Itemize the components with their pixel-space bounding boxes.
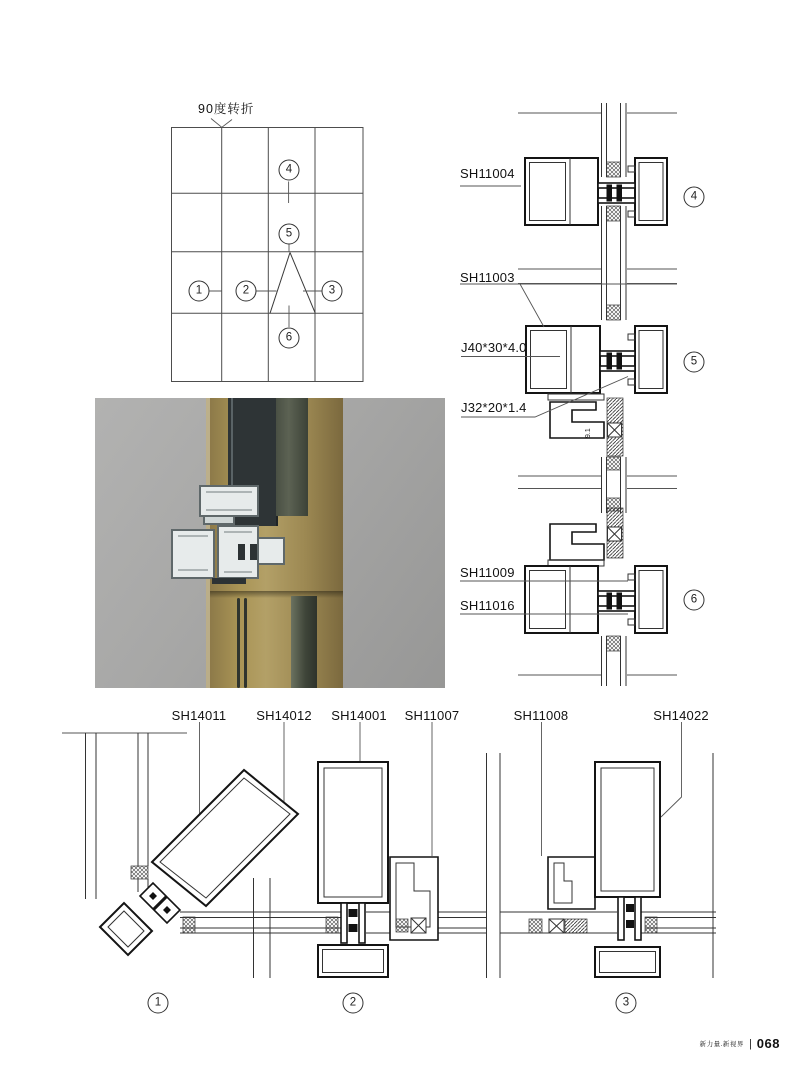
footer-page-number: 068 [756,1036,780,1051]
section-callout-3: 3 [616,993,637,1014]
label-sh11004: SH11004 [460,166,515,181]
glass-lines [602,103,627,686]
label-sh14001: SH14001 [331,708,387,723]
label-j32-20-14: J32*20*1.4 [461,400,527,415]
plan-callout-4: 4 [279,160,300,181]
label-sh14011: SH14011 [171,708,227,723]
bottom-horizontal-section [62,722,716,978]
gasket-cable [244,598,247,688]
label-sh11008: SH11008 [513,708,569,723]
render-photo [95,398,445,688]
section-callout-1: 1 [148,993,169,1014]
page-footer [0,1036,780,1051]
label-sh11007: SH11007 [404,708,460,723]
plan-callout-2: 2 [236,281,257,302]
gasket-cable [237,598,240,688]
label-sh11016: SH11016 [460,598,515,613]
section-callout-2: 2 [343,993,364,1014]
plan-callout-6: 6 [279,328,300,349]
plan-callout-1: 1 [189,281,210,302]
dim-note: 9.1 [585,428,592,438]
section-detail-5 [526,326,667,456]
aluminium-cutaway-profiles [168,482,298,607]
label-sh11003: SH11003 [460,270,515,285]
plan-title: 90度转折 [198,102,255,116]
mullion-assembly-detail-3 [529,762,660,977]
section-detail-4 [525,158,667,225]
section-callout-6: 6 [684,590,705,611]
label-sh14022: SH14022 [653,708,709,723]
plan-callout-3: 3 [322,281,343,302]
label-j40-30-40: J40*30*4.0 [461,340,527,355]
plan-callout-5: 5 [279,224,300,245]
corner-triangle [270,253,315,314]
title-leader-arrow [211,119,232,128]
label-sh11009: SH11009 [460,565,515,580]
mullion-assembly-detail-2 [318,762,438,977]
section-callout-5: 5 [684,352,705,373]
lower-glass-channel [291,596,317,688]
label-sh14012: SH14012 [256,708,312,723]
footer-brand: 新力量.新视界 [699,1041,744,1048]
plan-grid-diagram [172,119,364,382]
corner-assembly-detail-1 [100,770,298,955]
footer-divider: | [748,1037,752,1050]
section-callout-4: 4 [684,187,705,208]
